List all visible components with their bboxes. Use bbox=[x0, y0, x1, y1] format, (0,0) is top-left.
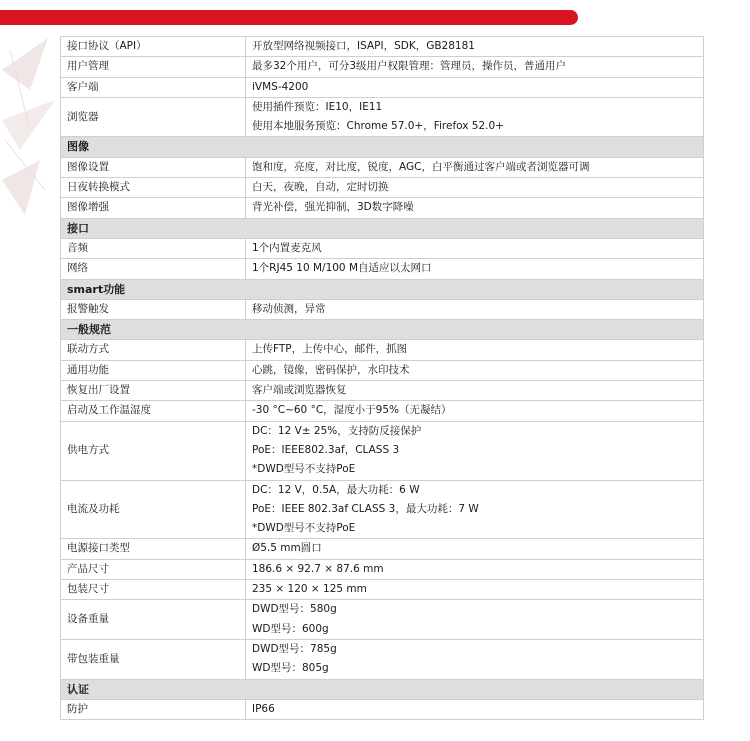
spec-row bbox=[61, 360, 704, 380]
spec-row bbox=[61, 600, 704, 640]
spec-row bbox=[61, 580, 704, 600]
spec-label: 报警触发 bbox=[61, 299, 246, 319]
spec-row bbox=[61, 639, 704, 679]
spec-value-line: 移动侦测，异常 bbox=[252, 302, 326, 315]
spec-value-line: DWD型号：580g bbox=[252, 603, 337, 616]
spec-value-line: 1个内置麦克风 bbox=[252, 241, 322, 254]
spec-row bbox=[61, 198, 704, 218]
spec-value bbox=[246, 37, 704, 57]
spec-label: 恢复出厂设置 bbox=[61, 381, 246, 401]
spec-value bbox=[246, 401, 704, 421]
section-header-row bbox=[61, 137, 704, 157]
spec-value bbox=[246, 480, 704, 539]
spec-value-line: 使用本地服务预览：Chrome 57.0+，Firefox 52.0+ bbox=[252, 120, 504, 133]
spec-value bbox=[246, 238, 704, 258]
spec-value-line: 饱和度，亮度，对比度，锐度，AGC，白平衡通过客户端或者浏览器可调 bbox=[252, 160, 590, 173]
spec-row bbox=[61, 77, 704, 97]
spec-row bbox=[61, 299, 704, 319]
spec-value-line: PoE：IEEE 802.3af CLASS 3，最大功耗：7 W bbox=[252, 502, 479, 515]
spec-label: 电流及功耗 bbox=[61, 480, 246, 539]
spec-value bbox=[246, 381, 704, 401]
spec-row bbox=[61, 340, 704, 360]
spec-row bbox=[61, 259, 704, 279]
spec-row bbox=[61, 559, 704, 579]
spec-row bbox=[61, 97, 704, 137]
spec-label: 客户端 bbox=[61, 77, 246, 97]
spec-table-body bbox=[61, 37, 704, 720]
section-header-row bbox=[61, 320, 704, 340]
section-title: 图像 bbox=[61, 137, 704, 157]
spec-value-line: *DWD型号不支持PoE bbox=[252, 463, 356, 476]
section-header-row bbox=[61, 279, 704, 299]
spec-label: 带包装重量 bbox=[61, 639, 246, 679]
spec-value-line: 心跳，镜像，密码保护，水印技术 bbox=[252, 363, 410, 376]
spec-value bbox=[246, 360, 704, 380]
spec-value bbox=[246, 178, 704, 198]
spec-value bbox=[246, 580, 704, 600]
spec-value-line: DC：12 V± 25%，支持防反接保护 bbox=[252, 424, 422, 437]
decorative-watermark-icon bbox=[0, 30, 60, 220]
red-header-bar bbox=[0, 10, 578, 25]
spec-row bbox=[61, 539, 704, 559]
spec-value-line: IP66 bbox=[252, 702, 275, 715]
spec-value bbox=[246, 198, 704, 218]
section-title: 认证 bbox=[61, 679, 704, 699]
spec-label: 接口协议（API） bbox=[61, 37, 246, 57]
spec-row bbox=[61, 157, 704, 177]
spec-label: 供电方式 bbox=[61, 421, 246, 480]
spec-value bbox=[246, 340, 704, 360]
spec-value-line: *DWD型号不支持PoE bbox=[252, 522, 356, 535]
spec-value bbox=[246, 299, 704, 319]
spec-value bbox=[246, 259, 704, 279]
spec-value bbox=[246, 600, 704, 640]
spec-value bbox=[246, 77, 704, 97]
spec-label: 包装尺寸 bbox=[61, 580, 246, 600]
spec-row bbox=[61, 401, 704, 421]
spec-value bbox=[246, 97, 704, 137]
spec-label: 图像增强 bbox=[61, 198, 246, 218]
spec-table bbox=[60, 36, 704, 720]
spec-value bbox=[246, 639, 704, 679]
spec-value-line: 客户端或浏览器恢复 bbox=[252, 384, 347, 397]
spec-value-line: WD型号：805g bbox=[252, 662, 329, 675]
section-title: 一般规范 bbox=[61, 320, 704, 340]
spec-value-line: Ø5.5 mm圆口 bbox=[252, 542, 322, 555]
spec-value-line: 背光补偿，强光抑制，3D数字降噪 bbox=[252, 201, 414, 214]
spec-value-line: PoE：IEEE802.3af，CLASS 3 bbox=[252, 443, 400, 456]
spec-value bbox=[246, 421, 704, 480]
spec-value-line: DWD型号：785g bbox=[252, 642, 337, 655]
spec-value-line: 186.6 × 92.7 × 87.6 mm bbox=[252, 562, 384, 575]
spec-label: 启动及工作温湿度 bbox=[61, 401, 246, 421]
spec-row bbox=[61, 37, 704, 57]
spec-label: 音频 bbox=[61, 238, 246, 258]
spec-label: 设备重量 bbox=[61, 600, 246, 640]
spec-value bbox=[246, 57, 704, 77]
spec-value bbox=[246, 539, 704, 559]
spec-label: 日夜转换模式 bbox=[61, 178, 246, 198]
spec-value-line: 上传FTP，上传中心，邮件，抓图 bbox=[252, 343, 408, 356]
spec-value-line: WD型号：600g bbox=[252, 622, 329, 635]
spec-value-line: 开放型网络视频接口，ISAPI，SDK，GB28181 bbox=[252, 40, 475, 52]
spec-label: 浏览器 bbox=[61, 97, 246, 137]
spec-value bbox=[246, 699, 704, 719]
spec-row bbox=[61, 480, 704, 539]
spec-label: 图像设置 bbox=[61, 157, 246, 177]
spec-label: 用户管理 bbox=[61, 57, 246, 77]
spec-row bbox=[61, 381, 704, 401]
spec-label: 网络 bbox=[61, 259, 246, 279]
section-header-row bbox=[61, 218, 704, 238]
spec-value-line: 使用插件预览：IE10，IE11 bbox=[252, 100, 383, 113]
section-title: 接口 bbox=[61, 218, 704, 238]
spec-label: 产品尺寸 bbox=[61, 559, 246, 579]
spec-value-line: 白天，夜晚，自动，定时切换 bbox=[252, 181, 389, 194]
spec-row bbox=[61, 57, 704, 77]
spec-value-line: 最多32个用户，可分3级用户权限管理：管理员，操作员，普通用户 bbox=[252, 60, 567, 73]
spec-label: 联动方式 bbox=[61, 340, 246, 360]
section-header-row bbox=[61, 679, 704, 699]
spec-row bbox=[61, 178, 704, 198]
spec-value bbox=[246, 559, 704, 579]
spec-value-line: 1个RJ45 10 M/100 M自适应以太网口 bbox=[252, 262, 432, 275]
spec-value-line: 235 × 120 × 125 mm bbox=[252, 583, 367, 596]
spec-row bbox=[61, 699, 704, 719]
spec-label: 电源接口类型 bbox=[61, 539, 246, 559]
spec-row bbox=[61, 238, 704, 258]
spec-value-line: -30 °C~60 °C，湿度小于95%（无凝结） bbox=[252, 404, 452, 417]
spec-value bbox=[246, 157, 704, 177]
spec-label: 通用功能 bbox=[61, 360, 246, 380]
spec-value-line: iVMS-4200 bbox=[252, 80, 309, 93]
spec-value-line: DC：12 V，0.5A，最大功耗：6 W bbox=[252, 483, 420, 496]
spec-label: 防护 bbox=[61, 699, 246, 719]
section-title: smart功能 bbox=[61, 279, 704, 299]
spec-row bbox=[61, 421, 704, 480]
